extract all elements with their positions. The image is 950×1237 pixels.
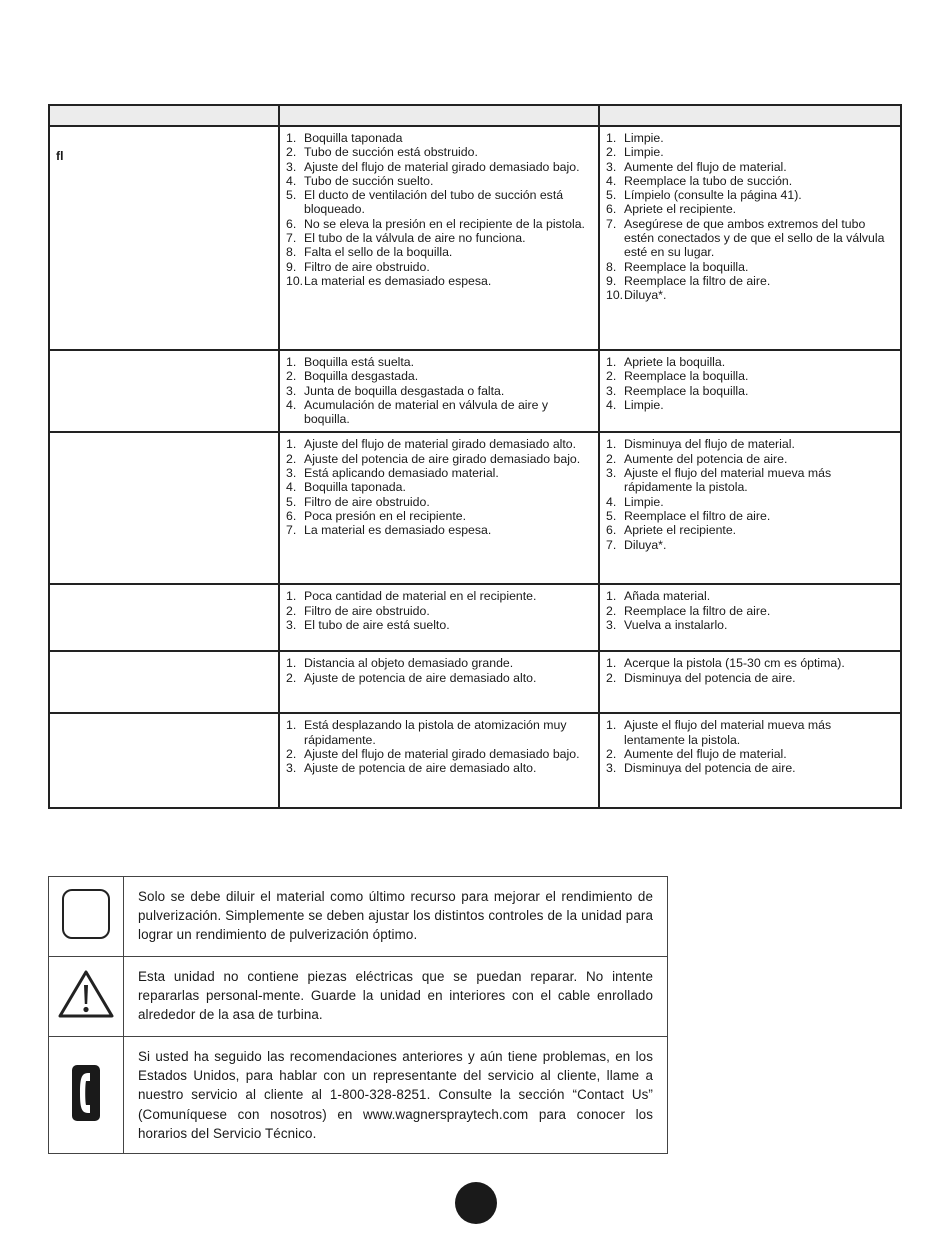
problem-cell bbox=[49, 432, 279, 584]
item-number: 5. bbox=[606, 188, 617, 203]
cause-item bbox=[286, 260, 592, 274]
item-number: 3. bbox=[286, 159, 297, 174]
item-text: No se eleva la presión en el recipiente de la pistola. bbox=[304, 216, 585, 231]
cause-item bbox=[286, 604, 592, 618]
warning-triangle-icon bbox=[57, 969, 115, 1019]
solution-item bbox=[606, 604, 894, 618]
solution-item bbox=[606, 618, 894, 632]
cause-item bbox=[286, 231, 592, 245]
cause-list bbox=[286, 656, 592, 685]
item-text: Está aplicando demasiado material. bbox=[304, 466, 499, 481]
item-number: 3. bbox=[286, 383, 297, 398]
item-text: Filtro de aire obstruido. bbox=[304, 494, 430, 509]
cause-item bbox=[286, 355, 592, 369]
solution-item bbox=[606, 495, 894, 509]
cause-cell bbox=[279, 651, 599, 713]
item-number: 8. bbox=[606, 259, 617, 274]
solution-item bbox=[606, 589, 894, 603]
item-text: Reemplace el filtro de aire. bbox=[624, 508, 771, 523]
solution-item bbox=[606, 761, 894, 775]
item-text: Limpie. bbox=[624, 131, 664, 145]
item-text: Tubo de succión suelto. bbox=[304, 173, 434, 188]
item-text: Disminuya del flujo de material. bbox=[624, 437, 795, 452]
problem-cell bbox=[49, 651, 279, 713]
item-number: 2. bbox=[606, 145, 617, 160]
item-number: 8. bbox=[286, 245, 297, 260]
item-number: 2. bbox=[286, 670, 297, 685]
item-number: 9. bbox=[606, 273, 617, 288]
cause-item bbox=[286, 761, 592, 775]
cause-item bbox=[286, 589, 592, 603]
solution-list bbox=[606, 131, 894, 303]
solution-item bbox=[606, 145, 894, 159]
table-header-row bbox=[49, 105, 901, 126]
item-number: 5. bbox=[286, 188, 297, 203]
item-text: Añada material. bbox=[624, 589, 711, 604]
item-number: 4. bbox=[286, 173, 297, 188]
item-text: Ajuste del flujo de material girado demasiado alto. bbox=[304, 437, 577, 452]
note-row-dilute bbox=[49, 877, 668, 957]
item-number: 2. bbox=[286, 603, 297, 618]
note-service-text: Si usted ha seguido las recomendaciones anteriores y aún tiene problemas, en los Estados Unidos, para hablar con un representante del servicio al cliente, llame a nuestro servicio al cliente al 1-800-328-8251. Consulte la sección “Contact Us” (Comuníquese con nosotros) en www.wagnerspraytech.com para conocer los horarios del Servicio Técnico. bbox=[124, 1037, 668, 1154]
item-text: Ajuste de potencia de aire demasiado alto. bbox=[304, 761, 537, 776]
cause-list bbox=[286, 131, 592, 288]
item-text: Está desplazando la pistola de atomización muy rápidamente. bbox=[304, 718, 567, 747]
item-text: Disminuya del potencia de aire. bbox=[624, 761, 796, 776]
cause-item bbox=[286, 274, 592, 288]
troubleshooting-table bbox=[48, 104, 902, 809]
item-text: Disminuya del potencia de aire. bbox=[624, 670, 796, 685]
solution-item bbox=[606, 509, 894, 523]
header-solution bbox=[599, 105, 901, 126]
cause-list bbox=[286, 589, 592, 632]
item-number: 7. bbox=[606, 216, 617, 231]
item-number: 1. bbox=[606, 718, 617, 733]
item-text: Boquilla está suelta. bbox=[304, 355, 415, 369]
item-number: 1. bbox=[286, 131, 297, 145]
item-number: 2. bbox=[606, 451, 617, 466]
item-number: 7. bbox=[606, 537, 617, 552]
item-number: 1. bbox=[286, 355, 297, 369]
solution-item bbox=[606, 398, 894, 412]
table-row bbox=[49, 651, 901, 713]
item-text: Tubo de succión está obstruido. bbox=[304, 145, 478, 160]
solution-item bbox=[606, 260, 894, 274]
solution-item bbox=[606, 131, 894, 145]
item-number: 4. bbox=[286, 397, 297, 412]
cause-item bbox=[286, 466, 592, 480]
solution-cell bbox=[599, 350, 901, 432]
cause-item bbox=[286, 656, 592, 670]
header-cause bbox=[279, 105, 599, 126]
cause-item bbox=[286, 131, 592, 145]
item-text: Reemplace la boquilla. bbox=[624, 369, 749, 384]
item-number: 2. bbox=[606, 747, 617, 762]
cause-item bbox=[286, 398, 592, 427]
item-text: Diluya*. bbox=[624, 288, 667, 303]
item-text: Vuelva a instalarlo. bbox=[624, 618, 728, 633]
item-number: 4. bbox=[606, 494, 617, 509]
cause-item bbox=[286, 245, 592, 259]
solution-item bbox=[606, 747, 894, 761]
item-text: Ajuste el flujo del material mueva más lentamente la pistola. bbox=[624, 718, 832, 747]
item-number: 2. bbox=[286, 747, 297, 762]
item-text: Filtro de aire obstruido. bbox=[304, 603, 430, 618]
header-problem bbox=[49, 105, 279, 126]
item-number: 1. bbox=[286, 437, 297, 452]
item-number: 1. bbox=[606, 437, 617, 452]
cause-cell bbox=[279, 126, 599, 350]
item-text: El tubo de aire está suelto. bbox=[304, 618, 450, 633]
cause-item bbox=[286, 671, 592, 685]
item-text: Poca presión en el recipiente. bbox=[304, 508, 467, 523]
solution-item bbox=[606, 288, 894, 302]
solution-cell bbox=[599, 651, 901, 713]
note-row-warning bbox=[49, 957, 668, 1037]
solution-cell bbox=[599, 584, 901, 651]
item-text: Reemplace la filtro de aire. bbox=[624, 273, 771, 288]
item-number: 10. bbox=[286, 273, 304, 288]
problem-cell bbox=[49, 584, 279, 651]
item-number: 10. bbox=[606, 288, 624, 303]
item-number: 2. bbox=[286, 369, 297, 384]
solution-item bbox=[606, 538, 894, 552]
item-text: Asegúrese de que ambos extremos del tubo estén conectados y de que el sello de la válvula esté en su lugar. bbox=[624, 216, 885, 260]
solution-item bbox=[606, 656, 894, 670]
solution-item bbox=[606, 437, 894, 451]
solution-list bbox=[606, 437, 894, 551]
cause-cell bbox=[279, 713, 599, 808]
item-number: 2. bbox=[286, 145, 297, 160]
solution-list bbox=[606, 718, 894, 775]
item-text: Falta el sello de la boquilla. bbox=[304, 245, 453, 260]
cause-item bbox=[286, 718, 592, 747]
solution-cell bbox=[599, 713, 901, 808]
solution-item bbox=[606, 369, 894, 383]
item-text: Limpie. bbox=[624, 494, 664, 509]
cause-list bbox=[286, 718, 592, 775]
item-text: Ajuste de potencia de aire demasiado alto. bbox=[304, 670, 537, 685]
item-text: Filtro de aire obstruido. bbox=[304, 259, 430, 274]
item-text: Aumente del potencia de aire. bbox=[624, 451, 788, 466]
item-number: 1. bbox=[286, 718, 297, 733]
item-text: Acerque la pistola (15-30 cm es óptima). bbox=[624, 656, 845, 671]
item-text: Aumente del flujo de material. bbox=[624, 747, 787, 762]
solution-item bbox=[606, 274, 894, 288]
cause-cell bbox=[279, 432, 599, 584]
rounded-square-icon bbox=[61, 888, 111, 940]
solution-item bbox=[606, 188, 894, 202]
item-text: Boquilla taponada bbox=[304, 131, 403, 145]
item-number: 2. bbox=[286, 451, 297, 466]
item-number: 5. bbox=[606, 508, 617, 523]
item-text: Apriete el recipiente. bbox=[624, 202, 737, 217]
item-text: La material es demasiado espesa. bbox=[304, 523, 492, 538]
solution-item bbox=[606, 452, 894, 466]
problem-cell bbox=[49, 713, 279, 808]
solution-item bbox=[606, 217, 894, 260]
item-text: Poca cantidad de material en el recipiente. bbox=[304, 589, 537, 604]
table-row bbox=[49, 350, 901, 432]
notes-table bbox=[48, 876, 668, 1154]
item-text: Reemplace la boquilla. bbox=[624, 259, 749, 274]
item-number: 3. bbox=[286, 618, 297, 633]
item-number: 3. bbox=[286, 466, 297, 481]
solution-list bbox=[606, 589, 894, 632]
item-number: 3. bbox=[606, 761, 617, 776]
item-text: Reemplace la boquilla. bbox=[624, 383, 749, 398]
item-number: 6. bbox=[606, 523, 617, 538]
item-text: Acumulación de material en válvula de aire y boquilla. bbox=[304, 397, 549, 427]
solution-item bbox=[606, 523, 894, 537]
item-number: 1. bbox=[606, 131, 617, 145]
item-number: 1. bbox=[606, 355, 617, 369]
cause-item bbox=[286, 217, 592, 231]
item-text: El ducto de ventilación del tubo de succión está bloqueado. bbox=[304, 188, 564, 217]
item-number: 6. bbox=[606, 202, 617, 217]
item-number: 2. bbox=[606, 369, 617, 384]
solution-item bbox=[606, 671, 894, 685]
item-text: Apriete la boquilla. bbox=[624, 355, 726, 369]
item-text: Diluya*. bbox=[624, 537, 667, 552]
solution-item bbox=[606, 174, 894, 188]
cause-item bbox=[286, 188, 592, 217]
item-number: 7. bbox=[286, 523, 297, 538]
cause-cell bbox=[279, 584, 599, 651]
cause-list bbox=[286, 437, 592, 537]
item-number: 3. bbox=[606, 466, 617, 481]
solution-item bbox=[606, 355, 894, 369]
item-number: 3. bbox=[606, 159, 617, 174]
item-number: 7. bbox=[286, 231, 297, 246]
item-text: Junta de boquilla desgastada o falta. bbox=[304, 383, 505, 398]
note-warning-text: Esta unidad no contiene piezas eléctricas que se puedan reparar. No intente repararlas personal-mente. Guarde la unidad en interiores con el cable enrollado alrededor de la asa de turbina. bbox=[124, 957, 668, 1037]
solution-item bbox=[606, 466, 894, 495]
item-text: El tubo de la válvula de aire no funciona. bbox=[304, 231, 526, 246]
solution-item bbox=[606, 384, 894, 398]
item-number: 2. bbox=[606, 670, 617, 685]
item-text: Ajuste del flujo de material girado demasiado bajo. bbox=[304, 747, 580, 762]
item-text: La material es demasiado espesa. bbox=[304, 273, 492, 288]
table-row bbox=[49, 126, 901, 350]
item-number: 3. bbox=[606, 383, 617, 398]
item-number: 4. bbox=[286, 480, 297, 495]
cause-cell bbox=[279, 350, 599, 432]
item-text: Ajuste del potencia de aire girado demasiado bajo. bbox=[304, 451, 581, 466]
solution-list bbox=[606, 355, 894, 412]
solution-item bbox=[606, 718, 894, 747]
cause-list bbox=[286, 355, 592, 426]
solution-cell bbox=[599, 126, 901, 350]
item-number: 3. bbox=[606, 618, 617, 633]
page-number-badge bbox=[455, 1182, 497, 1224]
note-row-service bbox=[49, 1037, 668, 1154]
problem-cell bbox=[49, 350, 279, 432]
item-text: Boquilla desgastada. bbox=[304, 369, 419, 384]
item-text: Reemplace la tubo de succión. bbox=[624, 173, 793, 188]
note-dilute-text: Solo se debe diluir el material como último recurso para mejorar el rendimiento de pulverización. Simplemente se deben ajustar los distintos controles de la unidad para lograr un rendimiento de pulverización óptimo. bbox=[124, 877, 668, 957]
cause-item bbox=[286, 369, 592, 383]
cause-item bbox=[286, 495, 592, 509]
table-row bbox=[49, 584, 901, 651]
solution-item bbox=[606, 202, 894, 216]
item-number: 2. bbox=[606, 603, 617, 618]
cause-item bbox=[286, 437, 592, 451]
item-number: 4. bbox=[606, 397, 617, 412]
cause-item bbox=[286, 160, 592, 174]
solution-cell bbox=[599, 432, 901, 584]
item-number: 1. bbox=[286, 656, 297, 671]
item-number: 1. bbox=[606, 589, 617, 604]
item-number: 1. bbox=[286, 589, 297, 604]
item-text: Límpielo (consulte la página 41). bbox=[624, 188, 802, 203]
item-number: 5. bbox=[286, 494, 297, 509]
item-text: Ajuste del flujo de material girado demasiado bajo. bbox=[304, 159, 580, 174]
cause-item bbox=[286, 174, 592, 188]
item-number: 3. bbox=[286, 761, 297, 776]
item-text: Boquilla taponada. bbox=[304, 480, 406, 495]
item-text: Distancia al objeto demasiado grande. bbox=[304, 656, 514, 671]
cause-item bbox=[286, 384, 592, 398]
item-number: 4. bbox=[606, 173, 617, 188]
item-number: 6. bbox=[286, 216, 297, 231]
telephone-icon bbox=[69, 1062, 103, 1124]
item-text: Ajuste el flujo del material mueva más rápidamente la pistola. bbox=[624, 466, 832, 495]
cause-item bbox=[286, 747, 592, 761]
item-text: Apriete el recipiente. bbox=[624, 523, 737, 538]
item-number: 6. bbox=[286, 508, 297, 523]
table-row bbox=[49, 713, 901, 808]
item-number: 9. bbox=[286, 259, 297, 274]
table-row bbox=[49, 432, 901, 584]
cause-item bbox=[286, 509, 592, 523]
item-number: 1. bbox=[606, 656, 617, 671]
solution-item bbox=[606, 160, 894, 174]
item-text: Reemplace la filtro de aire. bbox=[624, 603, 771, 618]
cause-item bbox=[286, 480, 592, 494]
solution-list bbox=[606, 656, 894, 685]
cause-item bbox=[286, 452, 592, 466]
item-text: Limpie. bbox=[624, 145, 664, 160]
item-text: Aumente del flujo de material. bbox=[624, 159, 787, 174]
cause-item bbox=[286, 523, 592, 537]
cause-item bbox=[286, 618, 592, 632]
cause-item bbox=[286, 145, 592, 159]
problem-cell: ﬂ bbox=[49, 126, 279, 350]
item-text: Limpie. bbox=[624, 397, 664, 412]
